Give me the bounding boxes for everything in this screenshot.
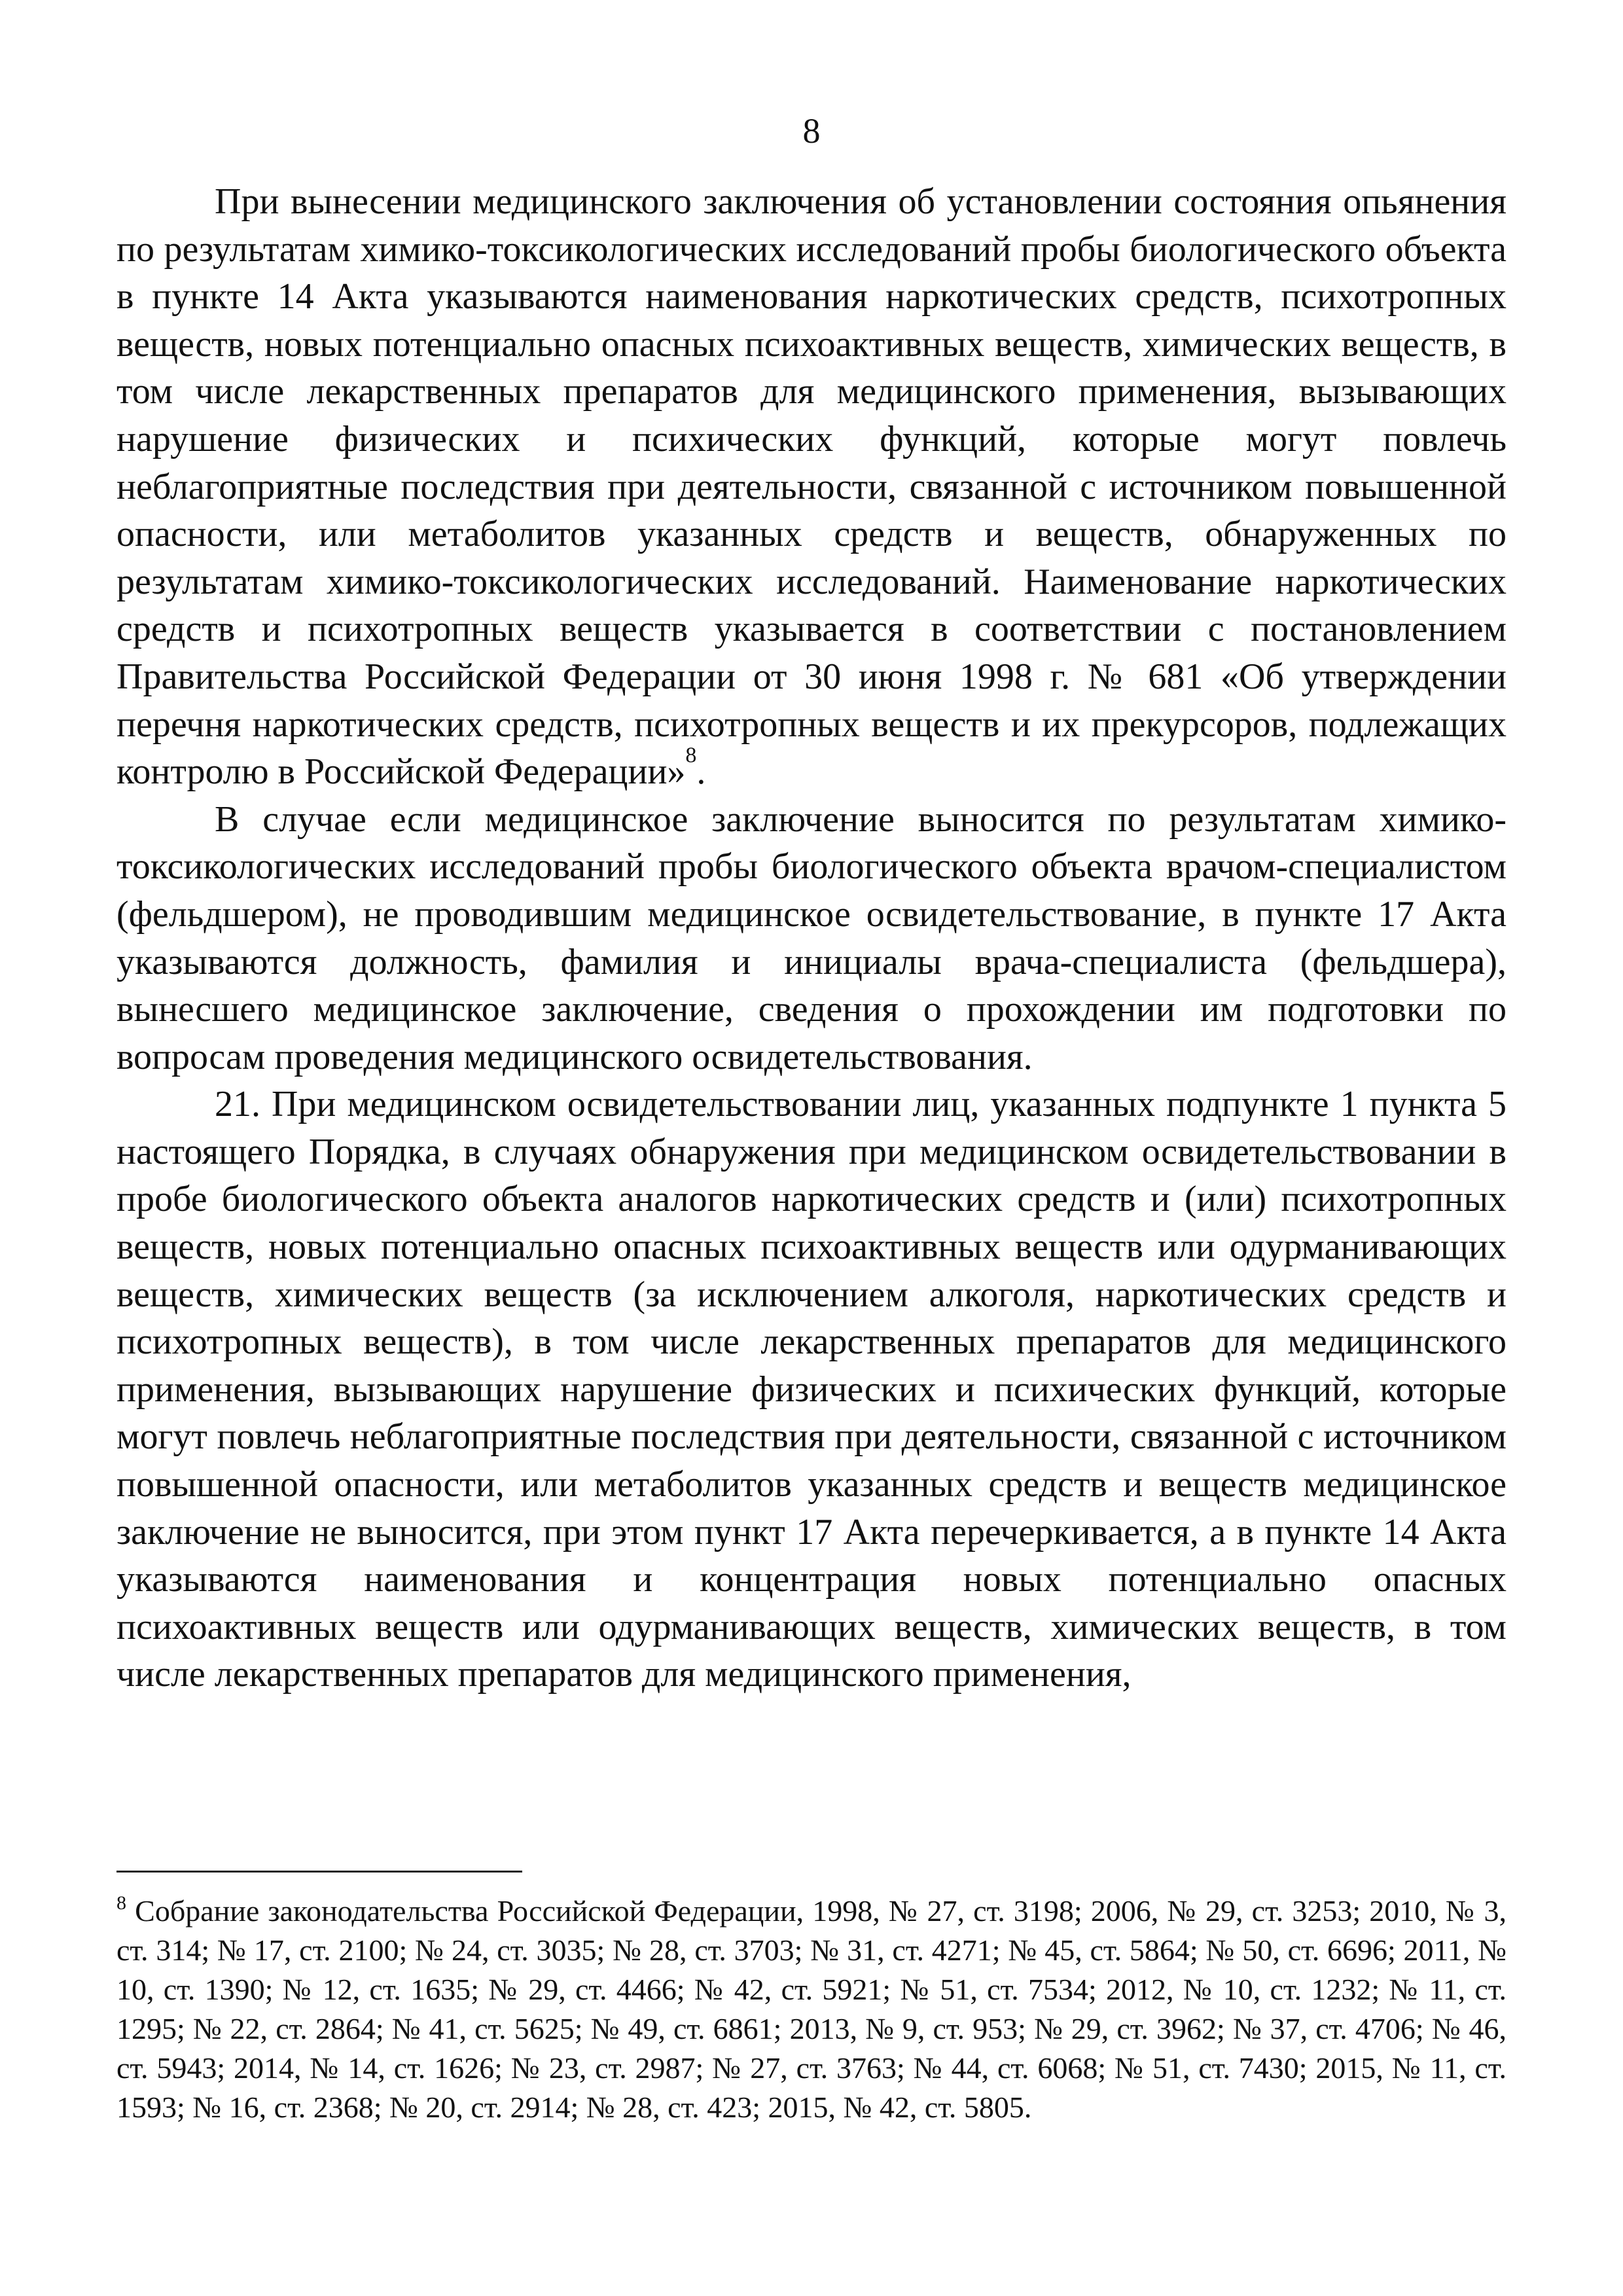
body-text [116, 178, 1507, 1698]
paragraph-tail: . [696, 751, 706, 793]
footnote [116, 1892, 1507, 2127]
paragraph-item-21 [116, 1081, 1507, 1698]
paragraph-opinion-naming [116, 178, 1507, 796]
footnote-text: Собрание законодательства Российской Федерации, 1998, № 27, ст. 3198; 2006, № 29, ст. 3253; 2010, № 3, ст. 314; № 17, ст. 2100; № 24, ст. 3035; № 28, ст. 3703; № 31, ст. 4271; № 45, ст. 5864; № 50, ст. 6696; 2011, № 10, ст. 1390; № 12, ст. 1635; № 29, ст. 4466; № 42, ст. 5921; № 51, ст. 7534; 2012, № 10, ст. 1232; № 11, ст. 1295; № 22, ст. 2864; № 41, ст. 5625; № 49, ст. 6861; 2013, № 9, ст. 953; № 29, ст. 3962; № 37, ст. 4706; № 46, ст. 5943; 2014, № 14, ст. 1626; № 23, ст. 2987; № 27, ст. 3763; № 44, ст. 6068; № 51, ст. 7430; 2015, № 11, ст. 1593; № 16, ст. 2368; № 20, ст. 2914; № 28, ст. 423; 2015, № 42, ст. 5805. [116, 1894, 1507, 2124]
footnote-separator [116, 1871, 522, 1873]
paragraph-specialist [116, 796, 1507, 1081]
paragraph-text: 21. При медицинском освидетельствовании лиц, указанных подпункте 1 пункта 5 настоящего Порядка, в случаях обнаружения при медицинском освидетельствовании в пробе биологического объекта аналогов наркотических средств и (или) психотропных веществ, новых потенциально опасных психоактивных веществ или одурманивающих веществ, химических веществ (за исключением алкоголя, наркотических средств и психотропных веществ), в том числе лекарственных препаратов для медицинского применения, вызывающих нарушение физических и психических функций, которые могут повлечь неблагоприятные последствия при деятельности, связанной с источником повышенной опасности, или метаболитов указанных средств и веществ медицинское заключение не выносится, при этом пункт 17 Акта перечеркивается, а в пункте 14 Акта указываются наименования и концентрация новых потенциально опасных психоактивных веществ или одурманивающих веществ, химических веществ, в том числе лекарственных препаратов для медицинского применения, [116, 1084, 1507, 1695]
paragraph-text: При вынесении медицинского заключения об установлении состояния опьянения по результатам химико-токсикологических исследований пробы биологического объекта в пункте 14 Акта указываются наименования наркотических средств, психотропных веществ, новых потенциально опасных психоактивных веществ, химических веществ, в том числе лекарственных препаратов для медицинского применения, вызывающих нарушение физических и психических функций, которые могут повлечь неблагоприятные последствия при деятельности, связанной с источником повышенной опасности, или метаболитов указанных средств и веществ, обнаруженных по результатам химико-токсикологических исследований. Наименование наркотических средств и психотропных веществ указывается в соответствии с постановлением Правительства Российской Федерации от 30 июня 1998 г. № 681 «Об утверждении перечня наркотических средств, психотропных веществ и их прекурсоров, подлежащих контролю в Российской Федерации» [116, 181, 1507, 793]
page-number: 8 [802, 111, 821, 151]
footnote-marker: 8 [116, 1892, 126, 1914]
footnote-reference: 8 [685, 743, 697, 768]
paragraph-text: В случае если медицинское заключение выносится по результатам химико-токсикологических исследований пробы биологического объекта врачом-специалистом (фельдшером), не проводившим медицинское освидетельствование, в пункте 17 Акта указываются должность, фамилия и инициалы врача-специалиста (фельдшера), вынесшего медицинское заключение, сведения о прохождении им подготовки по вопросам проведения медицинского освидетельствования. [116, 798, 1507, 1077]
